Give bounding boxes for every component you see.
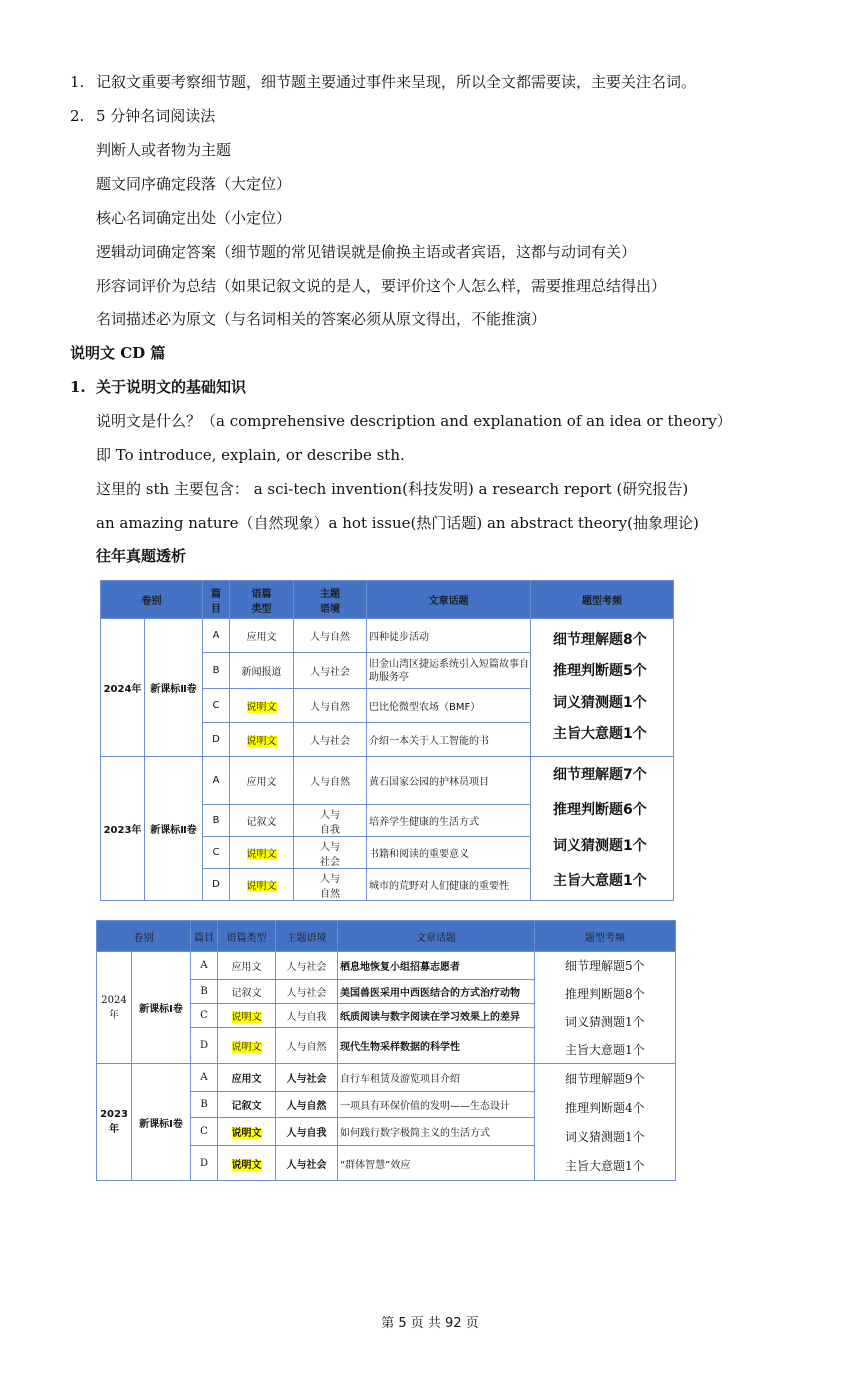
header-topic: 文章话题 xyxy=(338,921,535,952)
frequency-item: 细节理解题8个 xyxy=(553,631,647,648)
table-header-row xyxy=(101,581,674,619)
type-cell: 新闻报道 xyxy=(230,653,294,689)
paragraph-line-10: 即 To introduce, explain, or describe sth. xyxy=(96,446,405,464)
highlighted-type: 说明文 xyxy=(231,1042,262,1053)
header-index: 篇目 xyxy=(191,921,218,952)
section-heading: 说明文 CD 篇 xyxy=(70,344,166,362)
index-cell: C xyxy=(203,837,230,869)
type-cell xyxy=(218,1146,276,1181)
paragraph-line-12: an amazing nature（自然现象）a hot issue(热门话题) an abstract theory(抽象理论) xyxy=(96,514,699,532)
subsection-heading: 1. 关于说明文的基础知识 xyxy=(70,378,247,396)
paragraph-line-1: 1. 记叙文重要考察细节题，细节题主要通过事件来呈现，所以全文都需要读，主要关注名词。 xyxy=(70,73,697,91)
header-type: 语篇类型 xyxy=(218,921,276,952)
frequency-item: 词义猜测题1个 xyxy=(565,1129,645,1144)
frequency-item: 词义猜测题1个 xyxy=(553,837,647,854)
frequency-item: 推理判断题4个 xyxy=(565,1100,645,1115)
type-cell: 记叙文 xyxy=(230,805,294,837)
page-footer: 第 5 页 共 92 页 xyxy=(381,1316,479,1331)
topic-cell: 栖息地恢复小组招募志愿者 xyxy=(338,952,535,980)
context-cell: 人与自然 xyxy=(294,757,367,805)
frequency-cell xyxy=(535,1064,676,1181)
frequency-item: 细节理解题9个 xyxy=(565,1071,645,1086)
table-row xyxy=(101,619,674,653)
frequency-cell xyxy=(535,952,676,1064)
header-index: 篇 目 xyxy=(203,581,230,619)
year-cell: 2023年 xyxy=(97,1064,132,1181)
context-cell: 人与自我 xyxy=(276,1118,338,1146)
highlighted-type: 说明文 xyxy=(231,1159,262,1171)
paragraph-line-2: 2. 5 分钟名词阅读法 xyxy=(70,107,216,125)
topic-cell: 如何践行数字极简主义的生活方式 xyxy=(338,1118,535,1146)
type-cell xyxy=(230,689,294,723)
header-context: 主题语境 xyxy=(276,921,338,952)
context-cell: 人与社会 xyxy=(276,980,338,1004)
context-cell: 人与社会 xyxy=(294,653,367,689)
paragraph-line-9: 说明文是什么？（a comprehensive description and explanation of an idea or theory） xyxy=(96,412,732,430)
context-cell: 人与自我 xyxy=(276,1004,338,1028)
paper-cell: 新课标Ⅰ卷 xyxy=(132,1064,191,1181)
context-cell: 人与社会 xyxy=(276,1146,338,1181)
type-cell: 应用文 xyxy=(218,952,276,980)
paragraph-line-5: 核心名词确定出处（小定位） xyxy=(96,209,292,227)
highlighted-type: 说明文 xyxy=(246,736,277,747)
highlighted-type: 说明文 xyxy=(231,1128,262,1139)
past-exams-heading: 往年真题透析 xyxy=(96,547,187,565)
type-cell xyxy=(230,723,294,757)
header-frequency: 题型考频 xyxy=(535,921,676,952)
highlighted-type: 说明文 xyxy=(246,881,277,892)
topic-cell: 巴比伦微型农场（BMF） xyxy=(367,689,531,723)
frequency-item: 词义猜测题1个 xyxy=(553,694,647,711)
context-cell: 人与社会 xyxy=(276,1064,338,1092)
index-cell: A xyxy=(203,757,230,805)
context-cell: 人与自然 xyxy=(294,689,367,723)
topic-cell: 现代生物采样数据的科学性 xyxy=(338,1028,535,1064)
topic-cell: 美国兽医采用中西医结合的方式治疗动物 xyxy=(338,980,535,1004)
index-cell: D xyxy=(203,869,230,901)
header-paper: 卷别 xyxy=(97,921,191,952)
paragraph-line-8: 名词描述必为原文（与名词相关的答案必须从原文得出，不能推演） xyxy=(96,310,547,328)
topic-cell: 一项具有环保价值的发明——生态设计 xyxy=(338,1092,535,1118)
header-context: 主题 语境 xyxy=(294,581,367,619)
frequency-item: 推理判断题5个 xyxy=(553,663,647,679)
paragraph-line-3: 判断人或者物为主题 xyxy=(96,141,232,159)
type-cell: 记叙文 xyxy=(218,1092,276,1118)
frequency-item: 主旨大意题1个 xyxy=(553,726,647,742)
year-cell: 2024年 xyxy=(97,952,132,1064)
type-cell: 记叙文 xyxy=(218,980,276,1004)
highlighted-type: 说明文 xyxy=(246,702,277,713)
type-cell: 应用文 xyxy=(230,757,294,805)
type-cell xyxy=(218,1028,276,1064)
context-cell: 人与 自我 xyxy=(294,805,367,837)
header-paper: 卷别 xyxy=(101,581,203,619)
paragraph-line-4: 题文同序确定段落（大定位） xyxy=(96,175,292,193)
frequency-item: 细节理解题5个 xyxy=(565,958,645,973)
frequency-item: 细节理解题7个 xyxy=(553,766,647,783)
paragraph-line-11: 这里的 sth 主要包含： a sci-tech invention(科技发明) a research report (研究报告) xyxy=(96,480,689,498)
index-cell: C xyxy=(191,1004,218,1028)
type-cell xyxy=(230,837,294,869)
highlighted-type: 说明文 xyxy=(246,849,277,860)
table-row xyxy=(97,1064,676,1092)
frequency-cell xyxy=(531,757,674,901)
year-cell: 2024年 xyxy=(101,619,145,757)
header-topic: 文章话题 xyxy=(367,581,531,619)
context-cell: 人与 社会 xyxy=(294,837,367,869)
table-row xyxy=(97,952,676,980)
index-cell: D xyxy=(203,723,230,757)
topic-cell: 纸质阅读与数字阅读在学习效果上的差异 xyxy=(338,1004,535,1028)
frequency-item: 主旨大意题1个 xyxy=(553,873,647,889)
context-cell: 人与 自然 xyxy=(294,869,367,901)
index-cell: C xyxy=(191,1118,218,1146)
topic-cell: 培养学生健康的生活方式 xyxy=(367,805,531,837)
context-cell: 人与社会 xyxy=(276,952,338,980)
exam-table-1 xyxy=(100,580,674,901)
header-frequency: 题型考频 xyxy=(531,581,674,619)
index-cell: B xyxy=(203,805,230,837)
topic-cell: 四种徒步活动 xyxy=(367,619,531,653)
index-cell: A xyxy=(191,1064,218,1092)
topic-cell: 书籍和阅读的重要意义 xyxy=(367,837,531,869)
frequency-item: 主旨大意题1个 xyxy=(565,1158,645,1173)
paragraph-line-7: 形容词评价为总结（如果记叙文说的是人，要评价这个人怎么样，需要推理总结得出） xyxy=(96,277,667,295)
paper-cell: 新课标Ⅰ卷 xyxy=(132,952,191,1064)
index-cell: A xyxy=(203,619,230,653)
index-cell: A xyxy=(191,952,218,980)
type-cell: 应用文 xyxy=(230,619,294,653)
context-cell: 人与自然 xyxy=(276,1028,338,1064)
year-cell: 2023年 xyxy=(101,757,145,901)
topic-cell: 旧金山湾区捷运系统引入短篇故事自助服务亭 xyxy=(367,653,531,689)
paper-cell: 新课标Ⅱ卷 xyxy=(145,619,203,757)
paper-cell: 新课标Ⅱ卷 xyxy=(145,757,203,901)
index-cell: D xyxy=(191,1028,218,1064)
frequency-item: 推理判断题8个 xyxy=(565,986,645,1001)
table-row xyxy=(101,757,674,805)
table-header-row xyxy=(97,921,676,952)
topic-cell: 自行车租赁及游览项目介绍 xyxy=(338,1064,535,1092)
index-cell: B xyxy=(191,1092,218,1118)
topic-cell: 黄石国家公园的护林员项目 xyxy=(367,757,531,805)
type-cell xyxy=(218,1004,276,1028)
context-cell: 人与自然 xyxy=(276,1092,338,1118)
context-cell: 人与社会 xyxy=(294,723,367,757)
frequency-item: 词义猜测题1个 xyxy=(565,1014,645,1029)
type-cell xyxy=(230,869,294,901)
index-cell: C xyxy=(203,689,230,723)
frequency-item: 推理判断题6个 xyxy=(553,802,647,818)
index-cell: D xyxy=(191,1146,218,1181)
exam-table-2 xyxy=(96,920,676,1181)
frequency-item: 主旨大意题1个 xyxy=(565,1042,645,1057)
index-cell: B xyxy=(191,980,218,1004)
index-cell: B xyxy=(203,653,230,689)
paragraph-line-6: 逻辑动词确定答案（细节题的常见错误就是偷换主语或者宾语，这都与动词有关） xyxy=(96,243,637,261)
frequency-cell xyxy=(531,619,674,757)
highlighted-type: 说明文 xyxy=(231,1012,262,1023)
topic-cell: 介绍一本关于人工智能的书 xyxy=(367,723,531,757)
topic-cell: 城市的荒野对人们健康的重要性 xyxy=(367,869,531,901)
type-cell xyxy=(218,1118,276,1146)
type-cell: 应用文 xyxy=(218,1064,276,1092)
context-cell: 人与自然 xyxy=(294,619,367,653)
header-type: 语篇 类型 xyxy=(230,581,294,619)
topic-cell: “群体智慧”效应 xyxy=(338,1146,535,1181)
